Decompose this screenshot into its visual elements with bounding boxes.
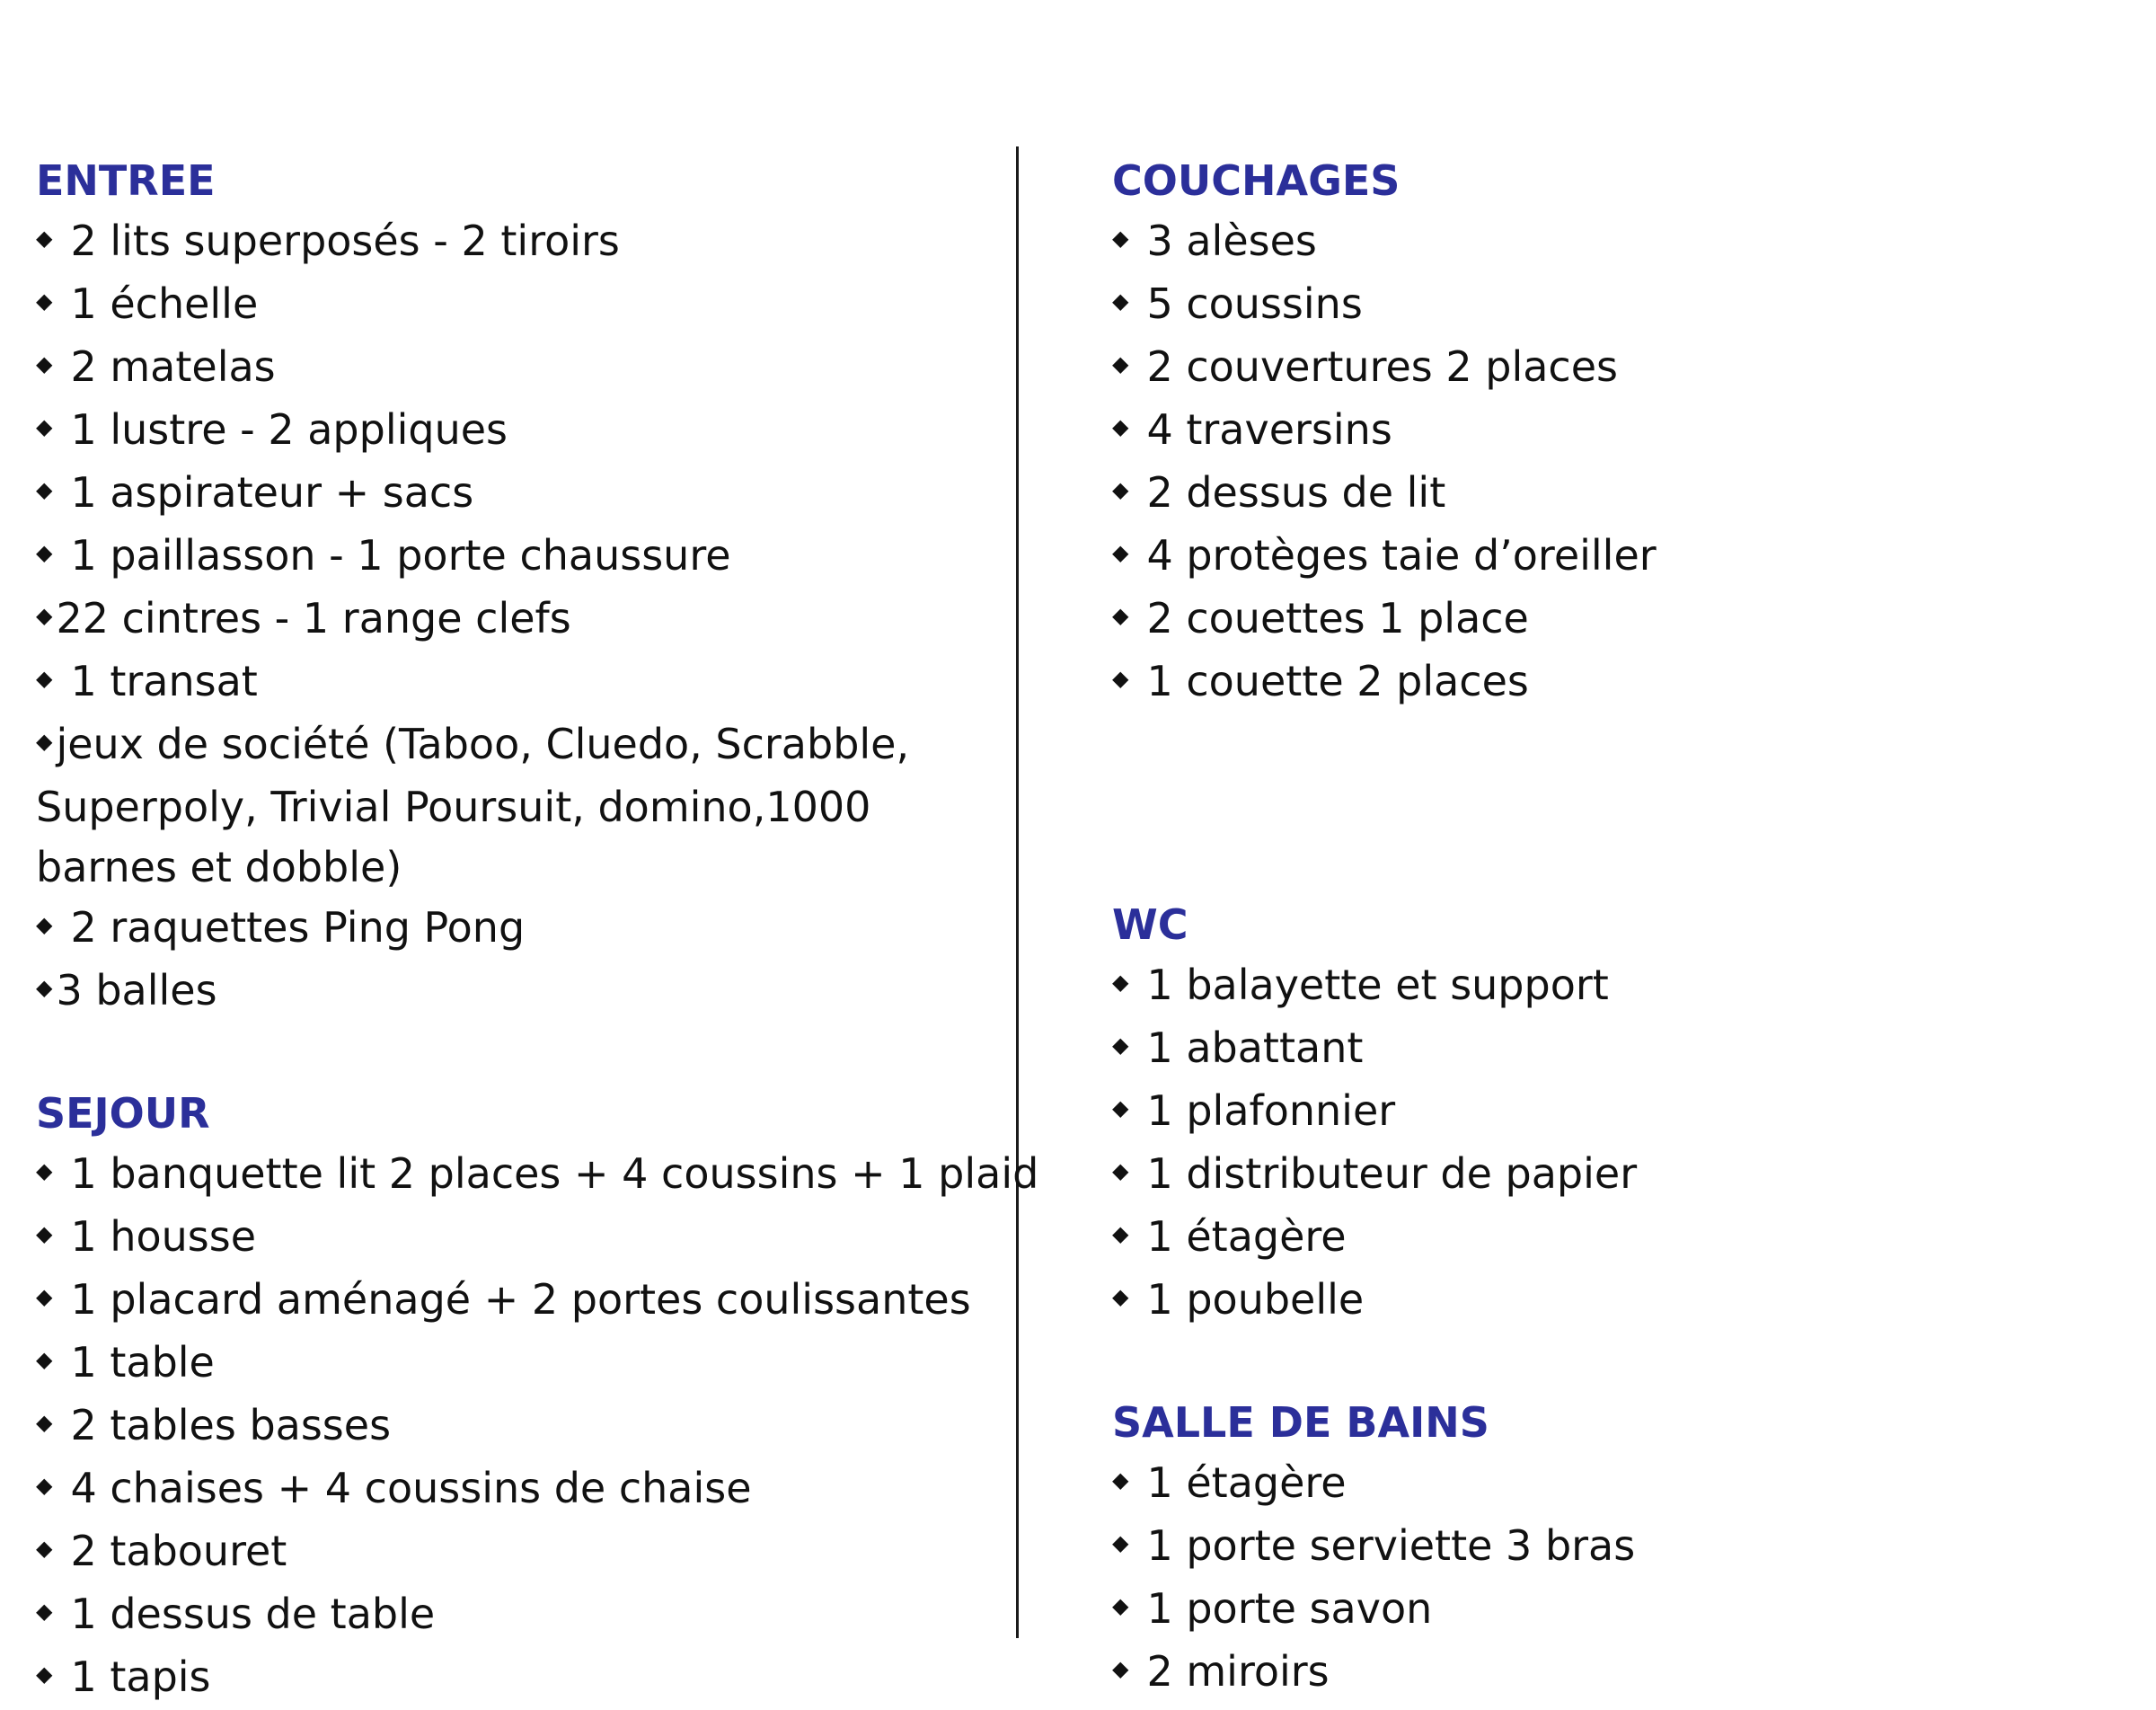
bullet-icon: ◆ [36,1347,53,1372]
list-item: ◆ 2 dessus de lit [1112,463,2118,526]
section-gap [1112,1333,2118,1393]
list-item: ◆ 5 coussins [1112,274,2118,337]
list-item: ◆ 1 abattant [1112,1018,2118,1081]
list-item: ◆ 1 plafonnier [1112,1081,2118,1144]
bullet-icon: ◆ [1112,1593,1129,1618]
list-item: ◆ 2 miroirs [1112,1642,2118,1705]
list-item: ◆ 2 lits superposés - 2 tiroirs [36,211,1006,274]
list-item: ◆ 1 banquette lit 2 places + 4 coussins + 1 plaid [36,1144,1006,1207]
bullet-icon: ◆ [36,912,53,937]
bullet-icon: ◆ [36,1661,53,1687]
bullet-icon: ◆ [36,1158,53,1183]
section-title-salle-de-bains: SALLE DE BAINS [1112,1398,1489,1447]
bullet-icon: ◆ [1112,970,1129,995]
list-item: ◆ 1 échelle [36,274,1006,337]
bullet-icon: ◆ [1112,666,1129,691]
section-sejour [36,1084,1039,1710]
bullet-icon: ◆ [1112,1221,1129,1246]
list-item: ◆ 1 poubelle [1112,1270,2118,1333]
list-item: ◆ 2 tabouret [36,1521,1006,1584]
bullet-icon: ◆ [1112,414,1129,439]
list-item: ◆ 1 table [36,1333,1006,1395]
section-title-couchages: COUCHAGES [1112,156,1401,205]
list-item: ◆ 2 couettes 1 place [1112,589,2118,651]
list-item: ◆ 2 matelas [36,337,1006,400]
bullet-icon: ◆ [36,666,53,691]
column-divider [1016,146,1019,1638]
bullet-icon: ◆ [36,226,53,251]
list-item: ◆ 2 couvertures 2 places [1112,337,2118,400]
bullet-icon: ◆ [1112,288,1129,314]
list-item: ◆ 1 placard aménagé + 2 portes coulissantes [36,1270,1006,1333]
bullet-icon: ◆ [36,540,53,565]
bullet-icon: ◆ [36,1284,53,1309]
bullet-icon: ◆ [1112,351,1129,377]
bullet-icon: ◆ [1112,1656,1129,1681]
list-item: ◆ 2 raquettes Ping Pong [36,898,1006,961]
list-item: ◆ 1 lustre - 2 appliques [36,400,1006,463]
list-item: ◆ 1 paillasson - 1 porte chaussure [36,526,1006,589]
bullet-icon: ◆ [36,288,53,314]
bullet-icon: ◆ [1112,1530,1129,1555]
right-column [1112,151,2118,1705]
list-item: ◆ 1 housse [36,1207,1006,1270]
bullet-icon: ◆ [1112,1032,1129,1058]
section-title-wc: WC [1112,900,1188,949]
bullet-icon: ◆ [1112,603,1129,628]
section-gap [1112,775,2118,835]
bullet-icon: ◆ [36,975,53,1000]
bullet-icon: ◆ [36,477,53,502]
list-item: ◆ 1 transat [36,651,1006,714]
list-item: ◆ 1 étagère [1112,1207,2118,1270]
bullet-icon: ◆ [1112,1284,1129,1309]
list-item: ◆ 1 porte savon [1112,1579,2118,1642]
list-item: ◆ 4 chaises + 4 coussins de chaise [36,1458,1006,1521]
list-item: ◆ 4 traversins [1112,400,2118,463]
bullet-icon: ◆ [36,1410,53,1435]
bullet-icon: ◆ [1112,1467,1129,1493]
bullet-icon: ◆ [1112,1095,1129,1121]
list-item: ◆ 3 alèses [1112,211,2118,274]
bullet-icon: ◆ [36,414,53,439]
list-item: ◆ 1 porte serviette 3 bras [1112,1516,2118,1579]
list-item: ◆ 1 dessus de table [36,1584,1006,1647]
list-item: ◆jeux de société (Taboo, Cluedo, Scrabble, Superpoly, Trivial Poursuit, domino,1000 barnes et dobble) [36,714,1006,898]
bullet-icon: ◆ [36,729,53,754]
bullet-icon: ◆ [1112,226,1129,251]
section-gap [1112,835,2118,895]
list-item: ◆3 balles [36,961,1006,1023]
list-item: ◆ 1 aspirateur + sacs [36,463,1006,526]
list-item: ◆ 1 distributeur de papier [1112,1144,2118,1207]
section-entree [36,151,1006,1023]
section-gap [1112,714,2118,775]
left-column [36,151,1039,1710]
section-gap [36,1023,1006,1084]
section-title-sejour: SEJOUR [36,1089,210,1138]
bullet-icon: ◆ [36,1473,53,1498]
list-item: ◆ 1 étagère [1112,1453,2118,1516]
bullet-icon: ◆ [36,1536,53,1561]
bullet-icon: ◆ [36,1221,53,1246]
bullet-icon: ◆ [36,351,53,377]
list-item: ◆ 1 couette 2 places [1112,651,2118,714]
list-item: ◆ 4 protèges taie d’oreiller [1112,526,2118,589]
bullet-icon: ◆ [36,603,53,628]
bullet-icon: ◆ [36,1599,53,1624]
list-item: ◆ 1 tapis [36,1647,1006,1710]
section-couchages [1112,151,2118,714]
section-title-entree: ENTREE [36,156,216,205]
section-salle-de-bains [1112,1393,2118,1705]
bullet-icon: ◆ [1112,477,1129,502]
list-item: ◆ 2 tables basses [36,1395,1006,1458]
section-wc [1112,895,2118,1333]
bullet-icon: ◆ [1112,1158,1129,1183]
list-item: ◆ 1 balayette et support [1112,955,2118,1018]
list-item: ◆22 cintres - 1 range clefs [36,589,1006,651]
bullet-icon: ◆ [1112,540,1129,565]
